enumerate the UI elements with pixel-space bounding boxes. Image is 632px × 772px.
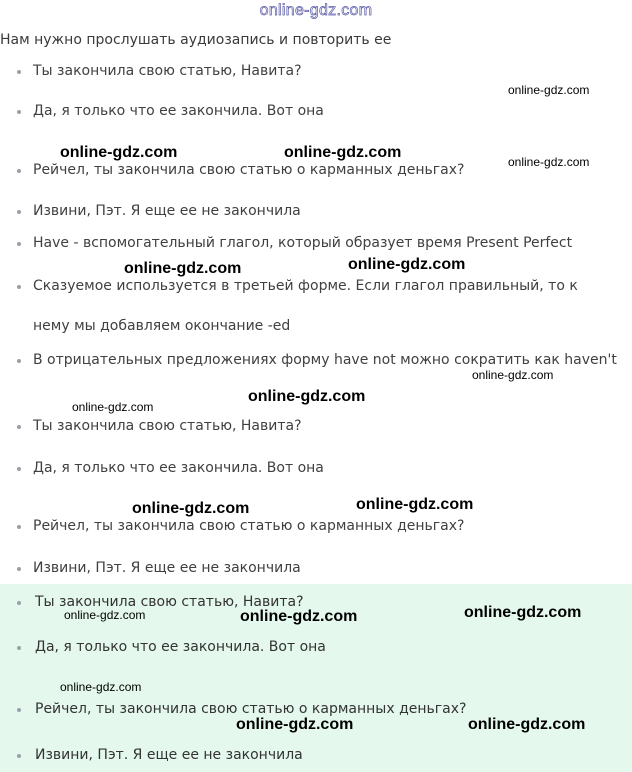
list-item-text: В отрицательных предложениях форму have not можно сократить как haven't [33,352,617,368]
watermark: online-gdz.com [348,256,466,273]
bullet-icon [17,70,21,74]
bullet-icon [17,285,21,289]
bullet-icon [17,210,21,214]
watermark: online-gdz.com [472,368,554,382]
list-item-text: Have - вспомогательный глагол, который образует время Present Perfect [33,235,573,251]
bullet-icon [17,708,21,712]
watermark: online-gdz.com [64,608,146,622]
watermark: online-gdz.com [468,716,586,733]
watermark: online-gdz.com [508,83,590,97]
list-item-text: Ты закончила свою статью, Навита? [33,418,302,434]
watermark: online-gdz.com [508,155,590,169]
list-item-text: Извини, Пэт. Я еще ее не закончила [35,747,303,763]
bullet-icon [17,359,21,363]
bullet-icon [17,646,21,650]
list-item-text: Да, я только что ее закончила. Вот она [33,460,324,476]
header-watermark: online-gdz.com [259,2,373,19]
list-item-text: Рейчел, ты закончила свою статью о карманных деньгах? [33,518,465,534]
list-item-text: Извини, Пэт. Я еще ее не закончила [33,203,301,219]
watermark: online-gdz.com [356,496,474,513]
bullet-icon [17,425,21,429]
list-item-text: Извини, Пэт. Я еще ее не закончила [33,560,301,576]
watermark: online-gdz.com [284,144,402,161]
bullet-icon [17,169,21,173]
watermark: online-gdz.com [60,680,142,694]
watermark: online-gdz.com [236,716,354,733]
bullet-icon [17,467,21,471]
list-item-text: Да, я только что ее закончила. Вот она [35,639,326,655]
watermark: online-gdz.com [240,608,358,625]
bullet-icon [17,525,21,529]
watermark: online-gdz.com [132,500,250,517]
watermark: online-gdz.com [464,604,582,621]
list-item-text: Рейчел, ты закончила свою статью о карманных деньгах? [33,162,465,178]
watermark: online-gdz.com [124,260,242,277]
bullet-icon [17,110,21,114]
watermark: online-gdz.com [248,388,366,405]
list-item-text: Ты закончила свою статью, Навита? [33,63,302,79]
bullet-icon [17,242,21,246]
bullet-icon [17,601,21,605]
list-item-text: Рейчел, ты закончила свою статью о карманных деньгах? [35,701,467,717]
watermark: online-gdz.com [60,144,178,161]
bullet-icon [17,567,21,571]
bullet-icon [17,754,21,758]
list-item-text: Да, я только что ее закончила. Вот она [33,103,324,119]
list-item-text: Ты закончила свою статью, Навита? [35,594,304,610]
intro-text: Нам нужно прослушать аудиозапись и повторить ее [0,32,392,48]
list-item-text: Сказуемое используется в третьей форме. Если глагол правильный, то к нему мы добавляем окончание -ed [33,278,578,334]
watermark: online-gdz.com [72,400,154,414]
